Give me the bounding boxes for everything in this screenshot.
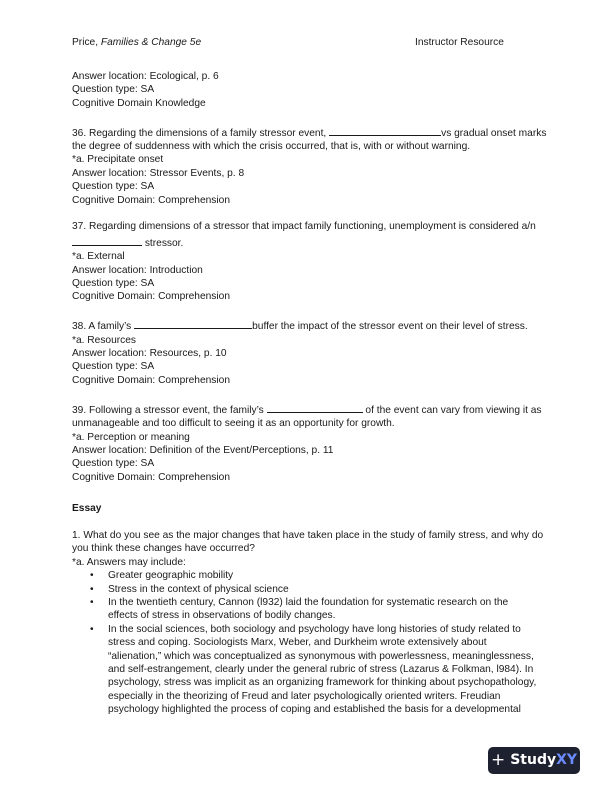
question-stem-cont: the degree of suddenness with which the crisis occurred, that is, with or without warning. [72,141,471,153]
correct-answer: *a. Perception or meaning [72,431,190,443]
cognitive-domain: Cognitive Domain: Comprehension [72,374,230,386]
list-item-text: Stress in the context of physical science [108,583,289,595]
list-item-text: Greater geographic mobility [108,570,234,582]
question-37 [72,220,542,303]
answer-blank [329,124,441,136]
question-type: Question type: SA [72,84,155,96]
stem-text: buffer the impact of the stressor event on their level of stress. [252,321,528,333]
essay-stem: 1. What do you see as the major changes that have taken place in the study of family stress, and why do [72,529,544,541]
plus-icon: + [490,750,506,770]
question-stem [72,401,542,417]
question-stem [72,317,542,333]
question-stem-cont: unmanageable and too difficult to seeing it as an opportunity for growth. [72,418,395,430]
correct-answer: *a. Resources [72,334,136,346]
list-item-text: In the social sciences, both sociology and psychology have long histories of study related to [108,623,521,635]
answer-location: Answer location: Ecological, p. 6 [72,71,219,82]
answer-location: Answer location: Definition of the Event/Perceptions, p. 11 [72,444,334,456]
question-type: Question type: SA [72,361,155,373]
header-author: Price, [72,37,101,48]
brand-name-study: Study [510,751,557,768]
bullet-icon: • [90,583,94,595]
list-item-text: psychology highlighted the process of coping and established the basis for a developmental [108,704,521,716]
answer-blank [134,317,252,329]
document-body [72,70,547,717]
essay-stem-cont: you think these changes have occurred? [72,543,255,555]
list-item [72,623,542,717]
list-item-text: and self-estrangement, clearly under the general rubric of stress (Lazarus & Folkman, l984). In [108,663,534,675]
list-item-text: psychology, stress was implicit as an organizing framework for thinking about psychopathology, [108,677,537,689]
essay-answer-list [72,569,542,716]
stem-text: 39. Following a stressor event, the family’s [72,404,267,416]
question-stem-cont [72,234,542,250]
question-type: Question type: SA [72,181,155,193]
stem-text: stressor. [142,237,184,249]
list-item [72,596,542,623]
correct-answer: *a. Precipitate onset [72,154,164,166]
list-item-text: stress and coping. Sociologists Marx, Weber, and Durkheim wrote extensively about [108,637,487,649]
list-item-text: In the twentieth century, Cannon (l932) laid the foundation for systematic research on the [108,596,509,608]
cognitive-domain: Cognitive Domain: Comprehension [72,291,230,303]
question-type: Question type: SA [72,278,155,290]
header-title-italic: Families & Change 5e [100,37,202,48]
page-header [72,36,504,50]
question-36 [72,124,547,207]
list-item [72,569,542,582]
question-39 [72,401,542,484]
answer-location: Answer location: Stressor Events, p. 8 [72,167,245,179]
essay-heading: Essay [72,503,102,515]
bullet-icon: • [90,570,94,582]
question-type: Question type: SA [72,458,155,470]
bullet-icon: • [90,623,94,635]
stem-text: vs gradual onset marks [441,127,547,139]
essay-answer-intro: *a. Answers may include: [72,556,186,568]
list-item-text: “alienation,” which was conceptualized as synonymous with powerlessness, meaninglessness, [108,650,534,662]
list-item-text: especially in the theorizing of Freud and later psychologically oriented writers. Freudian [108,690,501,702]
question-38 [72,317,542,387]
question-35-tail [72,70,542,110]
question-stem [72,124,547,140]
stem-text: 38. A family’s [72,321,135,333]
studyxy-watermark[interactable] [488,747,580,774]
list-item [72,583,542,596]
correct-answer: *a. External [72,251,125,263]
answer-blank [72,234,142,246]
essay-question-1 [72,529,542,717]
answer-location: Answer location: Introduction [72,264,203,276]
list-item-text: effects of stress in observations of bodily changes. [108,610,336,622]
brand-name-xy: XY [556,751,578,768]
answer-blank [267,401,363,413]
header-resource-label: Instructor Resource [415,37,504,48]
question-stem: 37. Regarding dimensions of a stressor that impact family functioning, unemployment is considered a/n [72,221,536,233]
stem-text: of the event can vary from viewing it as [362,404,542,416]
cognitive-domain: Cognitive Domain: Comprehension [72,471,230,483]
brand-name [510,751,578,768]
bullet-icon: • [90,596,94,608]
stem-text: 36. Regarding the dimensions of a family stressor event, [72,127,330,139]
answer-location: Answer location: Resources, p. 10 [72,348,227,360]
cognitive-domain: Cognitive Domain: Comprehension [72,194,230,206]
cognitive-domain: Cognitive Domain Knowledge [72,97,206,109]
header-book-title [72,36,201,49]
